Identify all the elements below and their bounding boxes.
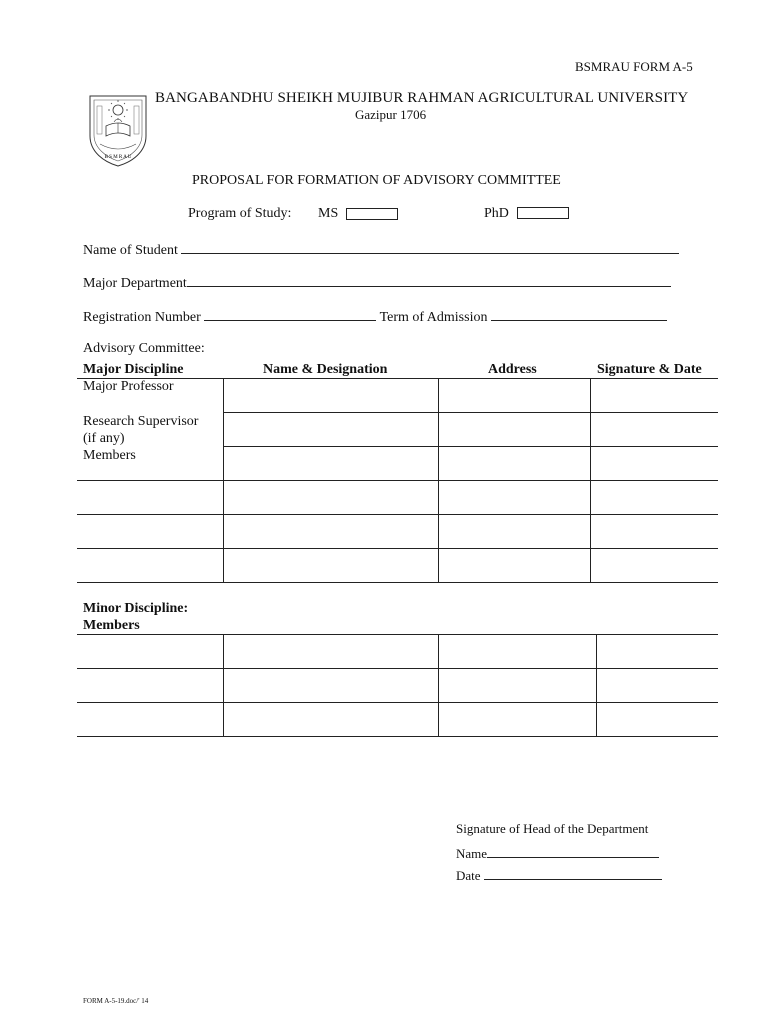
term-field[interactable] [491,307,667,321]
row-major-professor: Major Professor [83,379,174,394]
head-name-row [456,844,659,862]
minor-table-rule [77,736,718,737]
table-column-rule [438,378,439,582]
minor-members-label: Members [83,618,140,633]
head-date-row [456,866,662,884]
minor-discipline-title: Minor Discipline: [83,601,189,616]
footer-file-ref: FORM A-5-19.doc/' 14 [83,997,149,1005]
program-label: Program of Study: [188,206,292,221]
minor-column-rule [596,634,597,736]
minor-table-rule [77,668,718,669]
department-field[interactable] [187,273,671,287]
header-signature-date: Signature & Date [597,362,702,377]
header-name-designation: Name & Designation [263,362,388,377]
student-name-label: Name of Student [83,243,178,258]
table-row-rule [224,412,718,413]
registration-label: Registration Number [83,310,201,325]
minor-column-rule [223,634,224,736]
table-row-rule [77,582,718,583]
student-name-row [83,240,679,259]
head-date-label: Date [456,868,481,883]
registration-row [83,307,667,326]
form-title: PROPOSAL FOR FORMATION OF ADVISORY COMMITTEE [192,173,561,188]
ms-checkbox[interactable] [346,208,398,220]
registration-field[interactable] [204,307,376,321]
minor-table-rule [77,634,718,635]
table-row-rule [77,548,718,549]
header-major-discipline: Major Discipline [83,362,184,377]
head-name-label: Name [456,846,488,861]
phd-checkbox[interactable] [517,207,569,219]
table-column-rule [590,378,591,582]
minor-column-rule [438,634,439,736]
minor-table-rule [77,702,718,703]
department-row [83,273,671,292]
ms-label: MS [318,206,339,221]
head-signature-label: Signature of Head of the Department [456,821,649,836]
term-label: Term of Admission [379,310,488,325]
student-name-field[interactable] [181,240,679,254]
university-city: Gazipur 1706 [355,107,427,122]
head-date-field[interactable] [484,866,662,880]
phd-label: PhD [484,206,509,221]
logo-text: B S M R A U [104,155,132,160]
row-research-supervisor: Research Supervisor [83,414,199,429]
table-row-rule [224,446,718,447]
row-if-any: (if any) [83,431,125,446]
department-label: Major Department [83,276,187,291]
table-column-rule [223,378,224,582]
head-name-field[interactable] [487,844,659,858]
row-members: Members [83,448,136,463]
header-address: Address [488,362,537,377]
table-row-rule [77,514,718,515]
university-name: BANGABANDHU SHEIKH MUJIBUR RAHMAN AGRICULTURAL UNIVERSITY [155,90,689,106]
advisory-label: Advisory Committee: [83,341,205,356]
table-row-rule [77,480,718,481]
university-logo [84,92,152,168]
form-code: BSMRAU FORM A-5 [575,59,693,74]
